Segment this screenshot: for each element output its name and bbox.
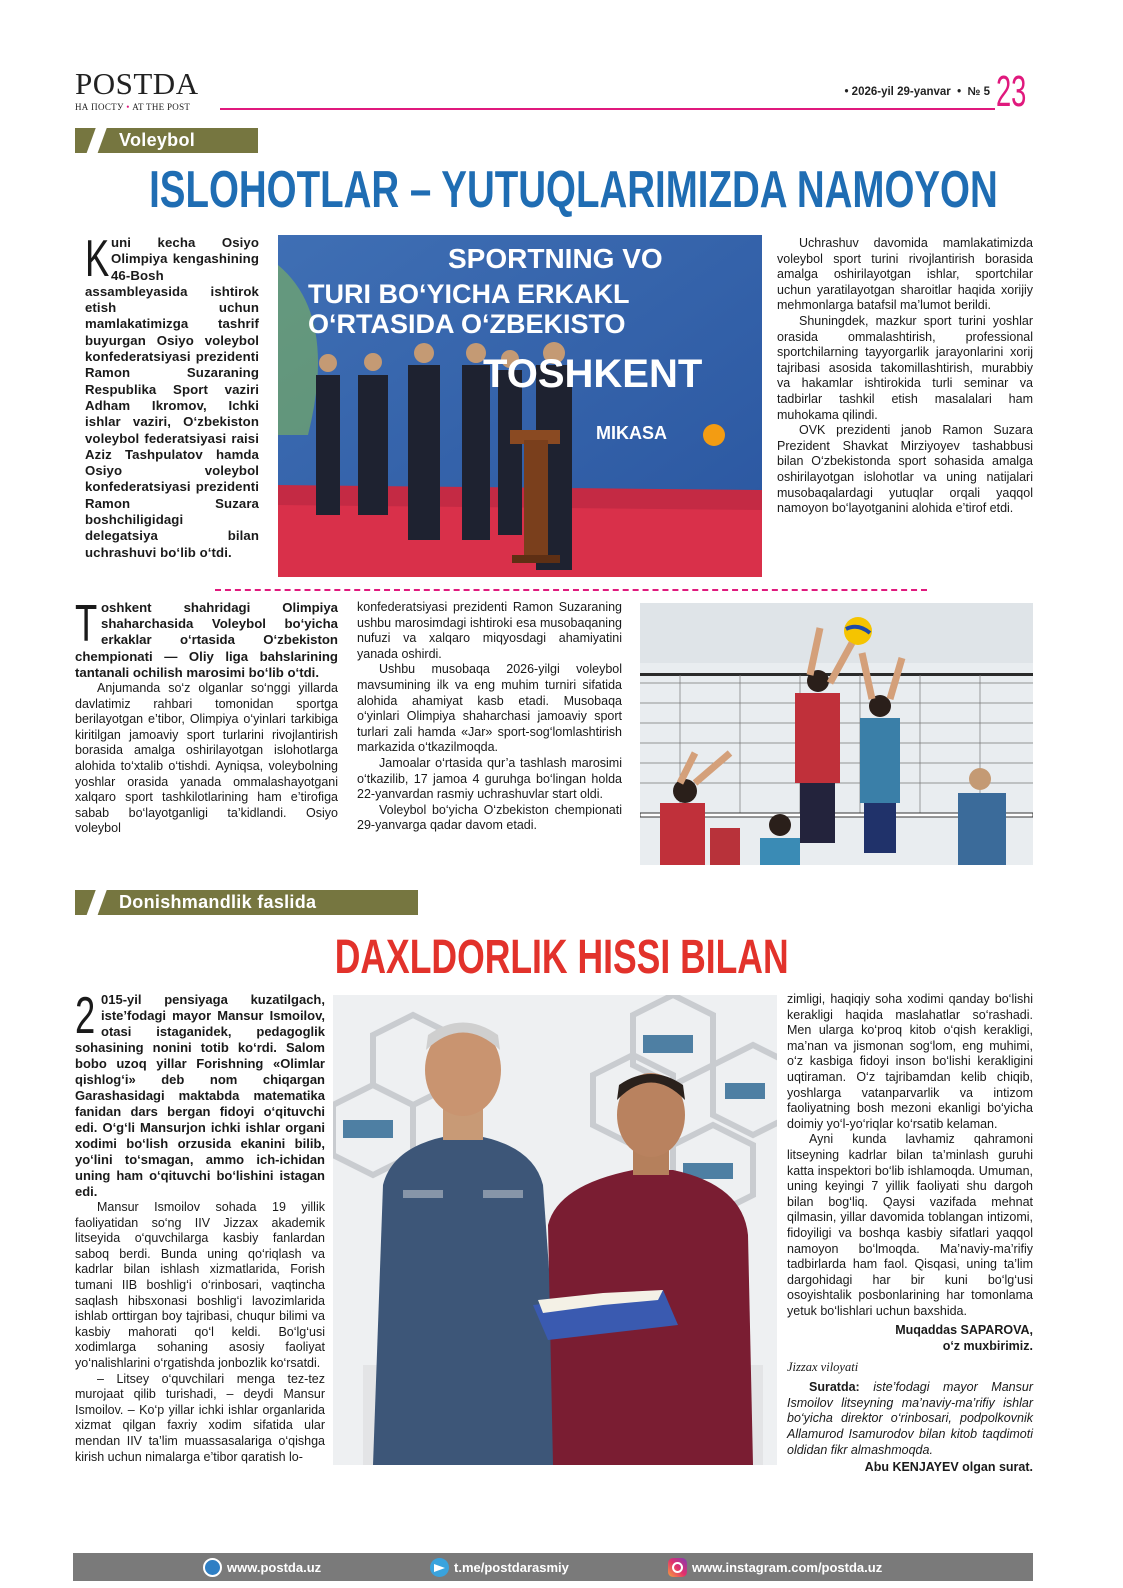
paragraph: Anjumanda so‘z olganlar so‘nggi yillarda davlatimiz rahbari tomonidan sportga berilayotgan e’tibor, Olimpiya o‘yinlari tarkibiga kiritilgan jamoaviy sport turlarini rivojlantirish borasida amalga oshirilayotgan islohotlarga alohida to‘xtalib o‘tishdi. Ayniqsa, voleybolning yoshlar orasida yanada ommalashayotgani xalqaro sport tashkilotlarining ham e’tirofiga sabab bo‘layotganligi ta’kidlandi. Osiyo voleybol bbox=[75, 681, 338, 836]
paragraph: Uchrashuv davomida mamlakatimizda voleybol sport turini rivojlantirish borasida amalga oshirilayotgan ishlar, sportchilar uchun yaratilayotgan sharoitlar haqida xorijiy mehmonlarga batafsil ma’lumot berildi. bbox=[777, 236, 1033, 313]
article1-intro-text: uni kecha Osiyo Olimpiya kengashining 46-Bosh assambleyasida ishtirok etish uchun mamlakatimizga tashrif buyurgan Osiyo voleybol konfederatsiyasi prezidenti Ramon Suzaraning Respublika Sport vaziri Adham Ikromov, Ichki ishlar vaziri, O‘zbekiston voleybol federatsiyasi raisi Aziz Tashpulatov hamda Osiyo voleybol konfederatsiyasi prezidenti Ramon Suzara boshchiligidagi delegatsiya bilan uchrashuvi bo‘lib o‘tdi. bbox=[85, 235, 259, 560]
library-photo bbox=[333, 995, 777, 1465]
article2-lead-text: oshkent shahridagi Olimpiya shaharchasida Voleybol bo‘yicha erkaklar o‘rtasida O‘zbekiston chempionati — Oliy liga bahslarining tantanali ochilish marosimi bo‘lib o‘tdi. bbox=[75, 600, 338, 680]
telegram-link[interactable] bbox=[430, 1558, 569, 1577]
drop-cap: T bbox=[75, 595, 98, 653]
subtitle-en: AT THE POST bbox=[132, 102, 191, 112]
website-text[interactable]: www.postda.uz bbox=[227, 1560, 322, 1575]
subtitle-ru: НА ПОСТУ bbox=[75, 102, 124, 112]
article3-col3 bbox=[787, 992, 1033, 1476]
photo-credit: Abu KENJAYEV olgan surat. bbox=[864, 1460, 1033, 1475]
section-label-donishmandlik bbox=[75, 890, 418, 915]
newspaper-logo: POSTDA bbox=[75, 66, 199, 101]
paragraph: Shuningdek, mazkur sport turini yoshlar orasida ommalashtirish, professional sportchilarning tayyorgarlik jarayonlarini xorij tajribasi asosida takomillashtirish, murabbiy va hakamlar ishtirokida turli seminar va tadbirlar tashkil etish masalalari ham muhokama qilindi. bbox=[777, 313, 1033, 422]
instagram-link[interactable] bbox=[668, 1558, 882, 1577]
author-name: Muqaddas SAPAROVA, bbox=[895, 1323, 1033, 1338]
article1-headline-text: ISLOHOTLAR – YUTUQLARIMIZDA NAMOYON bbox=[149, 161, 998, 219]
website-link[interactable] bbox=[203, 1558, 321, 1577]
article3-lead-text: 015-yil pensiyaga kuzatilgach, iste’fodagi mayor Mansur Ismoilov, otasi istaganidek, pedagoglik sohasining nonini totib ko‘rdi. Salom bobo uzoq yillar Forishning «Olimlar qishlog‘i» deb nom chiqargan Garashasidagi maktabda matematika fanidan dars bergan fidoyi o‘qituvchi edi. O‘g‘li Mansurjon ichki ishlar organi xodimi bo‘lish orzusida ekanini bilib, yo‘lini to‘smagan, ammo ich-ichidan uning ham o‘qituvchi bo‘lishini istagan edi. bbox=[75, 992, 325, 1199]
masthead-rule bbox=[220, 108, 995, 110]
article1-headline bbox=[0, 161, 1123, 219]
volleyball-match-photo bbox=[640, 603, 1033, 865]
paragraph: Jamoalar o‘rtasida qur’a tashlash marosimi o‘tkazilib, 17 jamoa 4 guruhga bo‘lingan holda 22-yanvardan rasmiy uchrashuvlar start oldi. bbox=[357, 755, 622, 802]
logo-subtitle bbox=[75, 102, 190, 112]
banner-line-1: SPORTNING VO bbox=[448, 243, 663, 274]
paragraph: Mansur Ismoilov sohada 19 yillik faoliyatidan so‘ng IIV Jizzax akademik litseyida o‘quvchilarga kasbiy fanlardan saboq berdi. Bunda uning qo‘riqlash va kadrlar bilan ishlash xizmatlarida, Forish tumani IIB boshlig‘i o‘rinbosari, vaqtincha saqlash hibsxonasi boshlig‘i lavozimlarida ishlab orttirgan boy tajribasi, chuqur bilimi va kasbiy mahorati qo‘l keldi. Bo‘lg‘usi xodimlarga sohaning asosiy faoliyat yo‘nalishlarini o‘rgatishda jonbozlik ko‘rsatdi. bbox=[75, 1200, 325, 1370]
article1-photo bbox=[278, 235, 762, 577]
dateline-place: Jizzax viloyati bbox=[787, 1359, 859, 1374]
drop-cap: 2 bbox=[75, 987, 96, 1045]
footer-bar bbox=[73, 1553, 1033, 1581]
article3-lead bbox=[75, 987, 325, 1200]
article3-col1 bbox=[75, 987, 325, 1465]
article2-col1 bbox=[75, 595, 338, 837]
paragraph-continuation: zimligi, haqiqiy soha xodimi qanday bo‘lishi kerakligi haqida maslahatlar so‘rashadi. Men ularga ko‘proq kitob o‘qish kerakligi, ma’nan va jismonan sog‘lom, eng muhimi, o‘z kasbiga fidoyi inson bo‘lishi kerakligini uqtiraman. O‘z tajribamdan kelib chiqib, yoshlarga vatanparvarlik va intizom faoliyatning bosh mezoni ekanligi bo‘yicha doimiy yo‘l-yo‘riqlar ko‘rsatib kelaman. bbox=[787, 992, 1033, 1131]
caption-label: Suratda: bbox=[809, 1380, 860, 1395]
dashed-divider bbox=[215, 589, 927, 591]
photo-caption bbox=[787, 1380, 1033, 1458]
author-role: o‘z muxbirimiz. bbox=[942, 1339, 1033, 1354]
paragraph: Ayni kunda lavhamiz qahramoni litseyning kadrlar bilan ta’minlash guruhi katta inspektori bo‘lib ishlamoqda. Umuman, uning keyingi 7 yillik faoliyati shu dargoh bilan bog‘liq. Qaysi vazifada mehnat qilmasin, yillar davomida toblangan intizomi, fidoyiligi va boshqa kasbiy sifatlari yaqqol namoyon bo‘lmoqda. Ma’naviy-ma’rifiy tadbirlarda ham faol. Qisqasi, uning ta’lim dargohidagi har bir kuni bo‘lg‘usi osoyishtalik posbonlarining har tomonlama yetuk bo‘lishlari uchun baxshida. bbox=[787, 1132, 1033, 1318]
banner-mikasa: MIKASA bbox=[596, 423, 667, 443]
article3-headline bbox=[0, 931, 1123, 984]
paragraph: – Litsey o‘quvchilari menga tez-tez murojaat qilib turishadi, – deydi Mansur Ismoilov. – Ko‘p yillar ichki ishlar organlarida xizmat qilgan faxriy xodim sifatida ular mendan IIV ta’lim muassasalariga o‘qishga kirish uchun nimalarga e’tibor qaratish lo- bbox=[75, 1371, 325, 1464]
section-label-text: Donishmandlik faslida bbox=[119, 892, 317, 912]
slash-decoration bbox=[86, 890, 108, 915]
section-label-text: Voleybol bbox=[119, 130, 196, 150]
paragraph: Voleybol bo‘yicha O‘zbekiston chempionati 29-yanvarga qadar davom etadi. bbox=[357, 802, 622, 833]
article2-col2 bbox=[357, 600, 622, 834]
instagram-icon bbox=[668, 1558, 687, 1577]
article1-body bbox=[777, 236, 1033, 517]
paragraph: OVK prezidenti janob Ramon Suzara Prezident Shavkat Mirziyoyev tashabbusi bilan O‘zbekistonda sport sohasida amalga oshirilayotgan islohotlar va uning natijalari musobaqalardagi yutuqlar orqali yaqqol namoyon bo‘layotganini alohida e’tirof etdi. bbox=[777, 423, 1033, 516]
telegram-text[interactable]: t.me/postdarasmiy bbox=[454, 1560, 569, 1575]
slash-decoration bbox=[86, 128, 108, 153]
paragraph-continuation: konfederatsiyasi prezidenti Ramon Suzaraning ushbu marosimdagi ishtiroki esa musobaqaning nufuzi va xalqaro miqyosdagi ahamiyatini yanada oshirdi. bbox=[357, 600, 622, 661]
banner-line-4: TOSHKENT bbox=[483, 352, 703, 396]
author-byline bbox=[787, 1323, 1033, 1354]
issue-date: • 2026-yil 29-yanvar • № 5 bbox=[844, 86, 990, 98]
telegram-icon bbox=[430, 1558, 449, 1577]
globe-icon bbox=[203, 1558, 222, 1577]
paragraph: Ushbu musobaqa 2026-yilgi voleybol mavsumining ilk va eng muhim turniri sifatida alohida ahamiyat kasb etadi. Musobaqa o‘yinlari Olimpiya shaharchasi jamoaviy sport turlari zali hamda «Jar» sport-sog‘lomlashtirish markazida o‘tkazilmoqda. bbox=[357, 662, 622, 755]
instagram-text[interactable]: www.instagram.com/postda.uz bbox=[692, 1560, 883, 1575]
article1-intro bbox=[85, 230, 259, 561]
caption-text: iste’fodagi mayor Mansur Ismoilov litseyning ma’naviy-ma’rifiy ishlar bo‘yicha direktor o‘rinbosari, podpolkovnik Allamurod Isamurodov bilan kitob taqdimoti oldidan fikr almashmoqda. bbox=[787, 1380, 1033, 1457]
article2-lead bbox=[75, 595, 338, 681]
drop-cap: K bbox=[85, 230, 110, 288]
banner-line-3: O‘RTASIDA O‘ZBEKISTO bbox=[308, 309, 626, 339]
banner-line-2: TURI BO‘YICHA ERKAKL bbox=[308, 279, 630, 309]
page-number: 23 bbox=[996, 67, 1027, 116]
article3-headline-text: DAXLDORLIK HISSI BILAN bbox=[334, 931, 789, 984]
section-label-voleybol bbox=[75, 128, 258, 153]
subtitle-separator: • bbox=[126, 102, 130, 112]
